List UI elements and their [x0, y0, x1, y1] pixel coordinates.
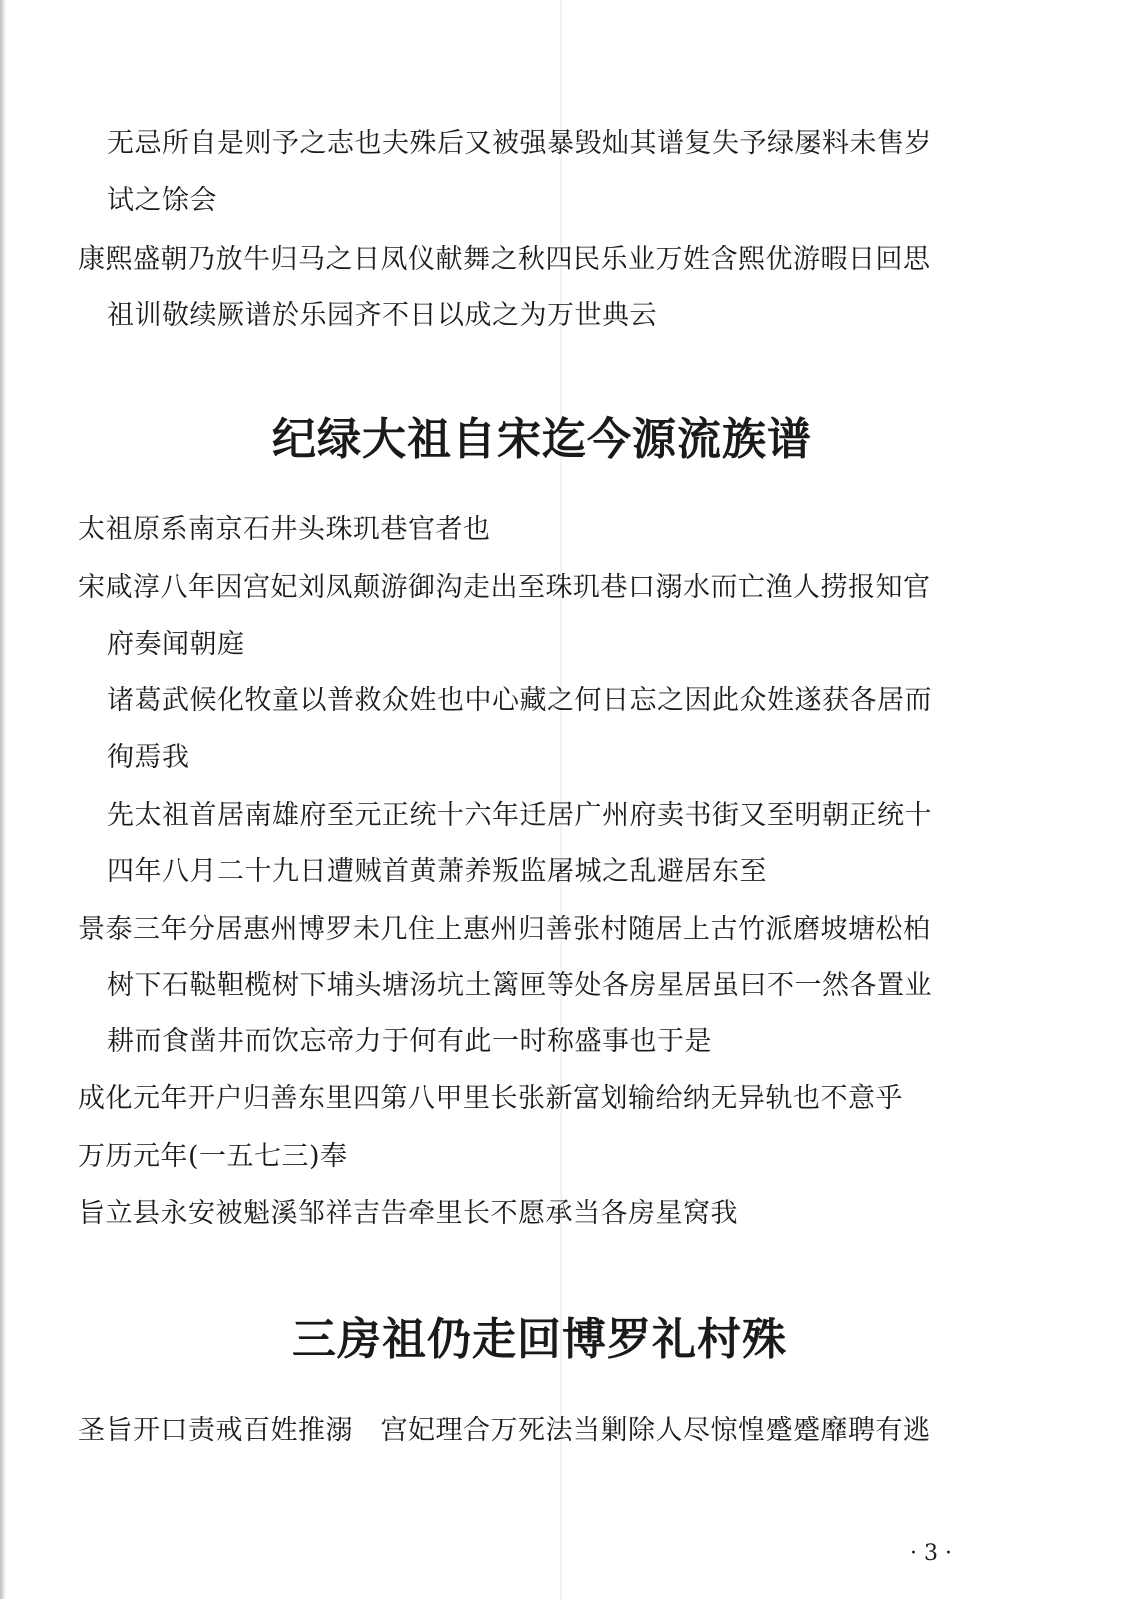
text-line: 康熙盛朝乃放牛归马之日凤仪献舞之秋四民乐业万姓含熙优游暇日回思 [78, 244, 931, 275]
text-line: 圣旨开口责戒百姓推溺 宫妃理合万死法当剿除人尽惊惶蹙蹙靡聘有逃 [78, 1415, 931, 1446]
text-line: 四年八月二十九日遭贼首黄萧养叛监屠城之乱避居东至 [107, 856, 767, 887]
text-line: 树下石鞑靼榄树下埔头塘汤坑土篱匣等处各房星居虽曰不一然各置业 [107, 970, 932, 1001]
text-line: 无忌所自是则予之志也夫殊后又被强暴毁灿其谱复失予绿屡料未售岁 [107, 128, 932, 159]
section-heading: 纪绿大祖自宋迄今源流族谱 [272, 414, 812, 465]
text-line: 宋咸淳八年因宫妃刘凤颠游御沟走出至珠玑巷口溺水而亡渔人捞报知官 [78, 572, 931, 603]
scan-edge-shadow [0, 0, 6, 1599]
text-line: 府奏闻朝庭 [107, 629, 245, 660]
text-line: 旨立县永安被魁溪邹祥吉告牵里长不愿承当各房星窝我 [78, 1198, 738, 1229]
text-line: 试之馀会 [107, 185, 217, 216]
text-line: 徇焉我 [107, 742, 190, 773]
text-line: 先太祖首居南雄府至元正统十六年迁居广州府卖书街又至明朝正统十 [107, 800, 932, 831]
text-line: 祖训敬续厥谱於乐园齐不日以成之为万世典云 [107, 300, 657, 331]
text-line: 诸葛武候化牧童以普救众姓也中心藏之何日忘之因此众姓遂获各居而 [107, 685, 932, 716]
page-number: · 3 · [910, 1541, 952, 1566]
text-line: 耕而食凿井而饮忘帝力于何有此一时称盛事也于是 [107, 1026, 712, 1057]
section-heading: 三房祖仍走回博罗礼村殊 [292, 1314, 787, 1365]
text-line: 景泰三年分居惠州博罗未几住上惠州归善张村随居上古竹派磨坡塘松柏 [78, 914, 931, 945]
text-line: 太祖原系南京石井头珠玑巷官者也 [78, 514, 491, 545]
text-line: 成化元年开户归善东里四第八甲里长张新富划输给纳无异轨也不意乎 [78, 1083, 903, 1114]
text-line: 万历元年(一五七三)奉 [78, 1141, 348, 1172]
